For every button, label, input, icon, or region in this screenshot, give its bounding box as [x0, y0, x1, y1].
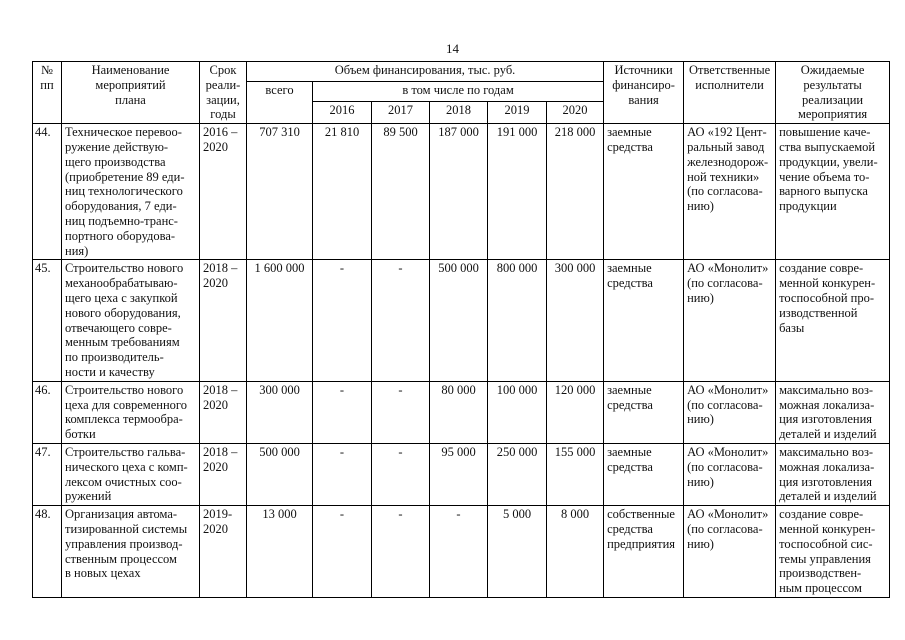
results: повышение каче- ства выпускаемой продукции, увели- чение объема то- варного выпуска продукции: [776, 124, 890, 260]
sources: заемные средства: [604, 260, 684, 381]
year-amount: 120 000: [547, 381, 604, 443]
table-row: [33, 124, 890, 260]
term: 2018 – 2020: [200, 443, 247, 505]
header-year: 2018: [430, 102, 488, 124]
executors: АО «Монолит» (по согласова- нию): [684, 260, 776, 381]
financing-table: [32, 61, 890, 598]
year-amount: 155 000: [547, 443, 604, 505]
year-amount: -: [372, 506, 430, 598]
header-year: 2019: [488, 102, 547, 124]
table-row: [33, 443, 890, 505]
year-amount: -: [430, 506, 488, 598]
term: 2016 – 2020: [200, 124, 247, 260]
table-row: [33, 381, 890, 443]
row-number: 45.: [33, 260, 62, 381]
term: 2018 – 2020: [200, 260, 247, 381]
results: максимально воз- можная локализа- ция изготовления деталей и изделий: [776, 443, 890, 505]
measure-name: Строительство нового цеха для современного комплекса термообра- ботки: [62, 381, 200, 443]
row-number: 44.: [33, 124, 62, 260]
executors: АО «Монолит» (по согласова- нию): [684, 443, 776, 505]
year-amount: 218 000: [547, 124, 604, 260]
year-amount: 191 000: [488, 124, 547, 260]
year-amount: 250 000: [488, 443, 547, 505]
year-amount: 100 000: [488, 381, 547, 443]
header-year: 2016: [313, 102, 372, 124]
page-number: 14: [446, 41, 459, 56]
measure-name: Строительство нового механообрабатываю- щего цеха с закупкой нового оборудования, отвечающего совре- менным требованиям по производитель- ности и качеству: [62, 260, 200, 381]
header-name: Наименование мероприятий плана: [62, 62, 200, 124]
row-number: 46.: [33, 381, 62, 443]
total-amount: 500 000: [247, 443, 313, 505]
row-number: 47.: [33, 443, 62, 505]
row-number: 48.: [33, 506, 62, 598]
year-amount: -: [372, 443, 430, 505]
year-amount: 500 000: [430, 260, 488, 381]
term: 2018 – 2020: [200, 381, 247, 443]
header-no: № пп: [33, 62, 62, 124]
year-amount: 21 810: [313, 124, 372, 260]
year-amount: -: [372, 260, 430, 381]
year-amount: 187 000: [430, 124, 488, 260]
measure-name: Строительство гальва- нического цеха с комп- лексом очистных соо- ружений: [62, 443, 200, 505]
header-sources: Источники финансиро- вания: [604, 62, 684, 124]
year-amount: 300 000: [547, 260, 604, 381]
year-amount: -: [313, 443, 372, 505]
year-amount: 800 000: [488, 260, 547, 381]
measure-name: Организация автома- тизированной системы управления производ- ственным процессом в новых цехах: [62, 506, 200, 598]
total-amount: 13 000: [247, 506, 313, 598]
table-row: [33, 506, 890, 598]
term: 2019- 2020: [200, 506, 247, 598]
header-by-years: в том числе по годам: [313, 82, 604, 102]
header-year: 2017: [372, 102, 430, 124]
year-amount: 8 000: [547, 506, 604, 598]
executors: АО «192 Цент- ральный завод железнодорож- ной техники» (по согласова- нию): [684, 124, 776, 260]
year-amount: -: [313, 381, 372, 443]
header-term: Срок реали- зации, годы: [200, 62, 247, 124]
results: создание совре- менной конкурен- тоспособной про- изводственной базы: [776, 260, 890, 381]
executors: АО «Монолит» (по согласова- нию): [684, 381, 776, 443]
header-total: всего: [247, 82, 313, 124]
total-amount: 300 000: [247, 381, 313, 443]
sources: заемные средства: [604, 124, 684, 260]
sources: заемные средства: [604, 443, 684, 505]
total-amount: 707 310: [247, 124, 313, 260]
total-amount: 1 600 000: [247, 260, 313, 381]
year-amount: -: [313, 506, 372, 598]
year-amount: -: [372, 381, 430, 443]
results: создание совре- менной конкурен- тоспособной сис- темы управления производствен- ным процессом: [776, 506, 890, 598]
year-amount: 5 000: [488, 506, 547, 598]
year-amount: 80 000: [430, 381, 488, 443]
executors: АО «Монолит» (по согласова- нию): [684, 506, 776, 598]
header-executors: Ответственные исполнители: [684, 62, 776, 124]
results: максимально воз- можная локализа- ция изготовления деталей и изделий: [776, 381, 890, 443]
year-amount: -: [313, 260, 372, 381]
sources: собственные средства предприятия: [604, 506, 684, 598]
header-results: Ожидаемые результаты реализации мероприятия: [776, 62, 890, 124]
table-row: [33, 260, 890, 381]
year-amount: 95 000: [430, 443, 488, 505]
header-year: 2020: [547, 102, 604, 124]
year-amount: 89 500: [372, 124, 430, 260]
sources: заемные средства: [604, 381, 684, 443]
measure-name: Техническое перевоо- ружение действую- щего производства (приобретение 89 еди- ниц технологического оборудования, 7 еди- ниц подъемно-транс- портного оборудова- ния): [62, 124, 200, 260]
header-volume: Объем финансирования, тыс. руб.: [247, 62, 604, 82]
